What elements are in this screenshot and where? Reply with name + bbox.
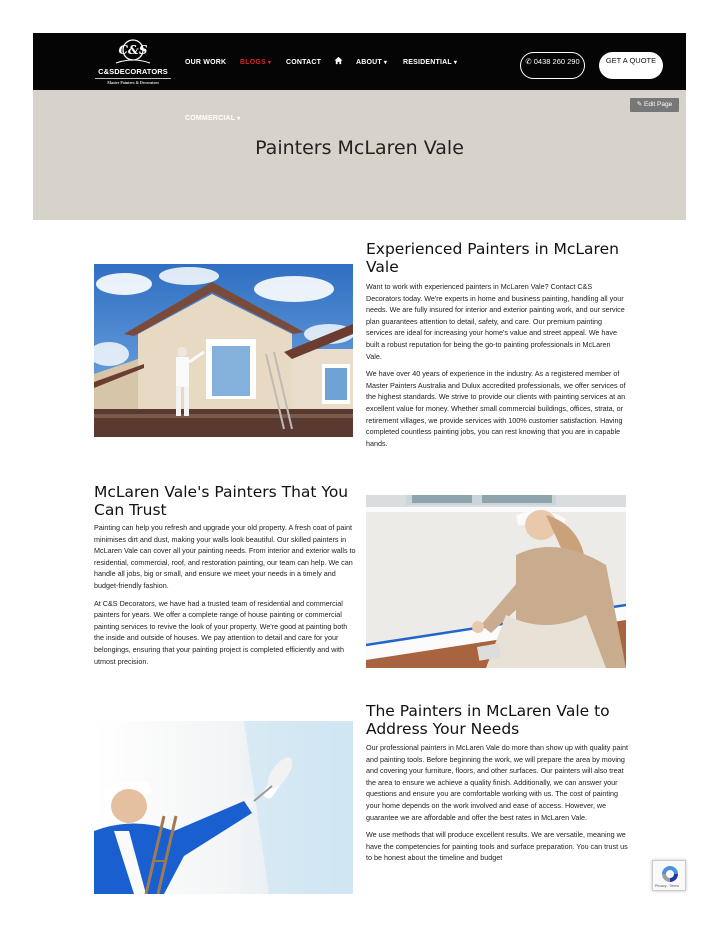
get-quote-button[interactable]: GET A QUOTE	[599, 52, 663, 79]
phone-icon: ✆	[525, 57, 532, 66]
section-heading: McLaren Vale's Painters That You Can Trust	[94, 483, 349, 519]
logo-monogram-icon	[113, 37, 153, 67]
section-heading: The Painters in McLaren Vale to Address Your Needs	[366, 702, 610, 738]
paragraph: Want to work with experienced painters in McLaren Vale? Contact C&S Decorators today. We're experts in home and business painting, handling all your needs. We are fully insured for interior and exterior painting work, and our service plan guarantees attention to detail, safety, and care. Our premium painting services are ideal for increasing your home's value and street appeal. We have built a robust reputation for being the go-to painting professionals in McLaren Vale.	[366, 282, 625, 361]
chevron-down-icon: ▾	[383, 59, 388, 66]
site-logo[interactable]	[95, 37, 171, 89]
nav-commercial[interactable]	[185, 115, 240, 122]
nav-home[interactable]	[334, 56, 343, 65]
nav-residential-label: RESIDENTIAL	[403, 58, 452, 66]
nav-about-label: ABOUT	[356, 58, 382, 66]
chevron-down-icon: ▾	[453, 59, 458, 66]
nav-commercial-label: COMMERCIAL	[185, 115, 236, 122]
paragraph: Our professional painters in McLaren Vale do more than show up with quality paint and painting tools. Before beginning the work, we will prepare the area by moving and covering your furniture, floors, and other surfaces. Our painters will also treat the area to ensure we achieve a quality finish. Additionally, we can answer your questions and ensure you are comfortable working with us. The cost of painting your home depends on the work involved and ease of access. However, we guarantee we are affordable and offer the best rates in McLaren Vale.	[366, 743, 628, 822]
phone-button[interactable]	[520, 52, 585, 79]
home-icon	[334, 56, 343, 65]
recaptcha-links[interactable]: Privacy - Terms	[655, 884, 680, 888]
site-header	[33, 33, 686, 90]
section-heading: Experienced Painters in McLaren Vale	[366, 240, 619, 276]
nav-contact[interactable]: CONTACT	[286, 58, 322, 66]
logo-brand-text: C&SDECORATORS	[98, 67, 168, 76]
edit-page-button[interactable]	[630, 98, 679, 112]
chevron-down-icon: ▾	[267, 59, 272, 66]
logo-divider	[95, 78, 171, 79]
nav-our-work[interactable]: OUR WORK	[185, 58, 227, 66]
chevron-down-icon: ▾	[237, 116, 241, 122]
recaptcha-icon	[660, 864, 680, 884]
phone-number: 0438 260 290	[533, 57, 580, 66]
section-body	[366, 281, 628, 455]
nav-blogs-label: BLOGS	[240, 58, 266, 66]
paragraph: We use methods that will produce excellent results. We are versatile, meaning we have the competencies for painting tools and surface preparation. You can trust us to be honest about the timeline and budget	[366, 830, 628, 863]
svg-text:C&S: C&S	[118, 43, 148, 57]
section-body	[94, 522, 356, 673]
page-title: Painters McLaren Vale	[255, 137, 464, 159]
nav-residential[interactable]	[403, 59, 457, 66]
painter-roller-image	[94, 721, 353, 894]
nav-about[interactable]	[356, 59, 387, 66]
hero-banner	[33, 90, 686, 220]
nav-blogs[interactable]	[240, 59, 271, 66]
edit-icon: ✎	[636, 101, 643, 108]
edit-page-label: Edit Page	[644, 101, 673, 108]
recaptcha-badge[interactable]	[652, 860, 686, 891]
house-painter-image	[94, 264, 353, 437]
paragraph: At C&S Decorators, we have had a trusted team of residential and commercial painters for years. We offer a complete range of house painting or commercial painting services to revive the look of your property. We're good at painting both the inside and outside of houses. We pay attention to detail and care for your belongings, ensuring that your painting project is completed efficiently and with utmost precision.	[94, 598, 348, 666]
section-body	[366, 742, 628, 870]
logo-tagline: Master Painters & Decorators	[107, 80, 159, 85]
paragraph: Painting can help you refresh and upgrade your old property. A fresh coat of paint minimises dirt and dust, making your walls look beautiful. Our skilled painters in McLaren Vale can cover all your painting needs. From interior and exterior walls to residential, commercial, roof, and restoration painting, our team can help. We can handle all jobs, big or small, and ensure we meet your needs in a timely and budget-friendly fashion.	[94, 523, 356, 590]
paragraph: We have over 40 years of experience in the industry. As a registered member of Master Painters Australia and Dulux accredited professionals, we offer services of the highest standards. We strive to provide our clients with painting services at an excellent value for money. Whether small commercial buildings, offices, strata, or retirement villages, we provide services with 100% customer satisfaction. Having completed countless painting jobs, you can rest knowing that you are in capable hands.	[366, 369, 626, 448]
painter-taping-baseboard-image	[366, 495, 626, 668]
